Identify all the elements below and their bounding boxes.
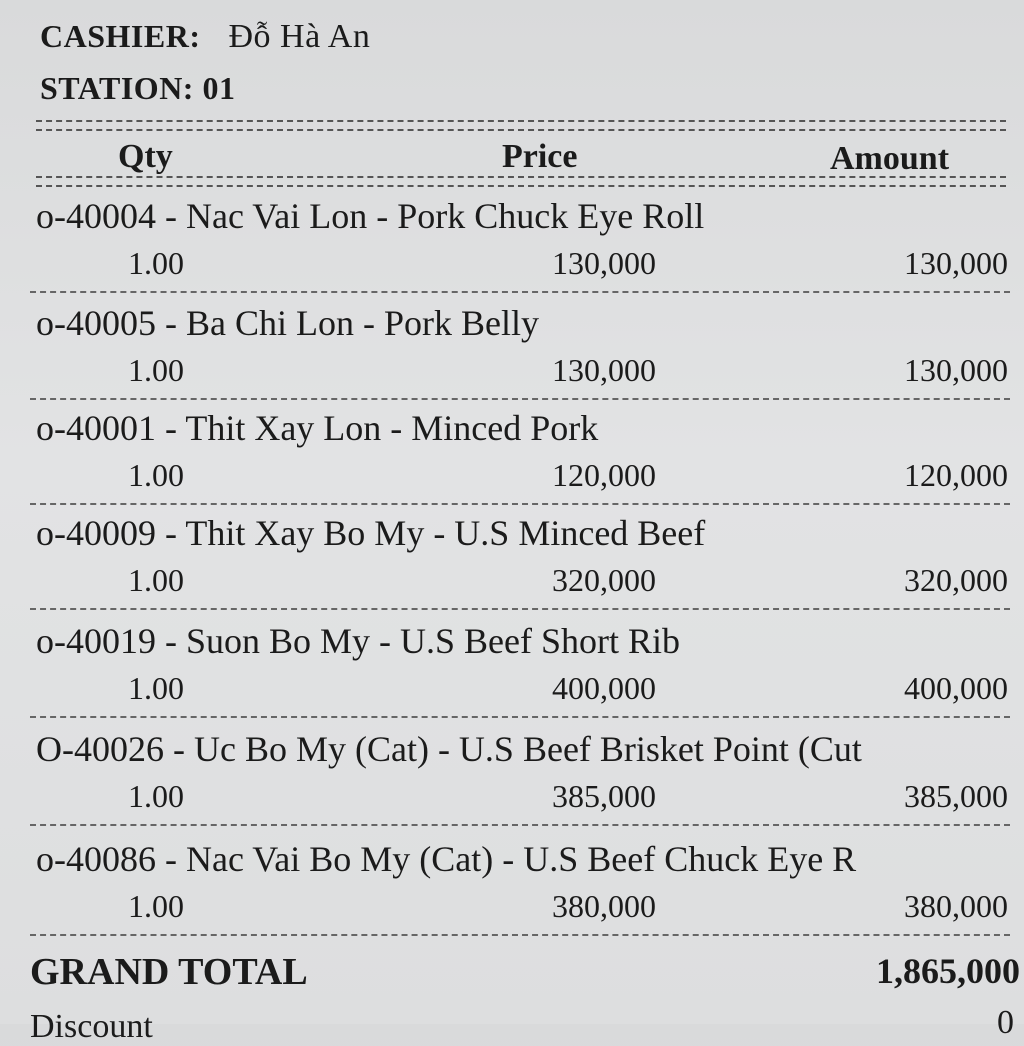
item-separator [30,503,1010,505]
item-qty: 1.00 [128,352,184,388]
item-description: o-40005 - Ba Chi Lon - Pork Belly [36,303,539,343]
cashier-name: Đỗ Hà An [228,18,371,55]
item-price: 130,000 [552,245,656,281]
item-qty: 1.00 [128,670,184,706]
item-separator [30,291,1010,293]
grand-total-label: GRAND TOTAL [30,951,308,993]
item-qty: 1.00 [128,888,184,924]
item-amount: 400,000 [904,670,1008,706]
item-price: 400,000 [552,670,656,706]
list-item [0,195,1024,303]
item-description: o-40004 - Nac Vai Lon - Pork Chuck Eye Roll [36,196,705,236]
cashier-line [40,18,370,56]
item-qty: 1.00 [128,245,184,281]
item-description: O-40026 - Uc Bo My (Cat) - U.S Beef Brisket Point (Cut [36,729,862,769]
station-line [40,70,235,107]
item-amount: 385,000 [904,778,1008,814]
column-price: Price [502,138,578,175]
item-amount: 380,000 [904,888,1008,924]
list-item [0,620,1024,728]
station-label: STATION: 01 [40,70,236,106]
item-amount: 320,000 [904,562,1008,598]
column-qty: Qty [118,138,173,175]
list-item [0,407,1024,515]
item-price: 120,000 [552,457,656,493]
item-description: o-40001 - Thit Xay Lon - Minced Pork [36,408,599,448]
item-description: o-40009 - Thit Xay Bo My - U.S Minced Beef [36,513,706,553]
column-amount: Amount [830,140,950,177]
header-rule-bottom [36,176,1006,187]
header-rule-top [36,120,1006,131]
list-item [0,838,1024,946]
item-qty: 1.00 [128,778,184,814]
item-qty: 1.00 [128,562,184,598]
item-separator [30,934,1010,936]
item-separator [30,398,1010,400]
item-description: o-40086 - Nac Vai Bo My (Cat) - U.S Beef Chuck Eye R [36,839,857,879]
item-qty: 1.00 [128,457,184,493]
discount-label: Discount [30,1008,153,1045]
item-separator [30,716,1010,718]
item-separator [30,824,1010,826]
item-amount: 130,000 [904,352,1008,388]
cashier-label: CASHIER: [40,18,201,54]
item-price: 380,000 [552,888,656,924]
grand-total-value: 1,865,000 [876,951,1020,991]
item-separator [30,608,1010,610]
item-amount: 130,000 [904,245,1008,281]
item-price: 385,000 [552,778,656,814]
item-price: 320,000 [552,562,656,598]
item-price: 130,000 [552,352,656,388]
item-description: o-40019 - Suon Bo My - U.S Beef Short Rib [36,621,681,661]
discount-value: 0 [997,1004,1014,1041]
list-item [0,728,1024,836]
item-amount: 120,000 [904,457,1008,493]
list-item [0,512,1024,620]
list-item [0,302,1024,410]
